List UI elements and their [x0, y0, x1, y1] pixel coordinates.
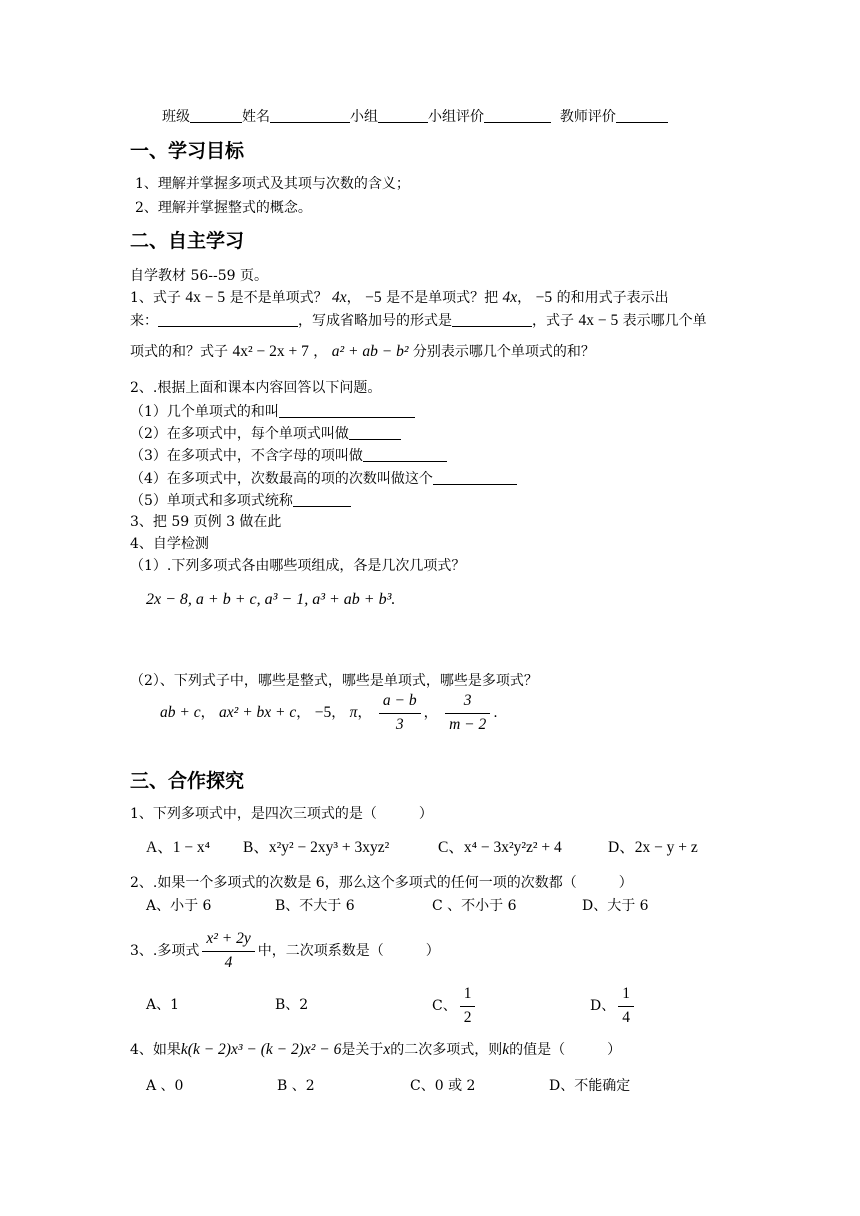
q2-item: [130, 492, 351, 510]
numerator: 1: [618, 985, 634, 1007]
s3-q4-stem: [130, 1041, 621, 1060]
class-label: 班级: [162, 109, 190, 125]
teacher-eval-blank[interactable]: [616, 108, 668, 123]
math-expr: 4x² − 2x + 7: [232, 343, 309, 360]
math-expr: −5: [535, 289, 553, 306]
s3-q4-option-a[interactable]: A 、0: [146, 1078, 184, 1094]
class-blank[interactable]: [190, 108, 242, 123]
numerator: x² + 2y: [202, 930, 254, 952]
q3-text: 中，二次项系数是（ ）: [257, 943, 440, 960]
section3-title: 三、合作探究: [130, 770, 245, 792]
q4-sub2: （2）、下列式子中，哪些是整式，哪些是单项式，哪些是多项式？: [130, 673, 538, 689]
math-expr: ab + c: [160, 704, 201, 722]
q1-text: 1、式子: [130, 290, 181, 306]
s3-q4-option-b[interactable]: B 、2: [277, 1078, 315, 1094]
s3-q1-option-d[interactable]: D、2x − y + z: [608, 839, 698, 856]
fraction: [202, 930, 254, 972]
denominator: 4: [224, 953, 233, 971]
group-eval-blank[interactable]: [484, 108, 551, 123]
s3-q1-stem: 1、下列多项式中，是四次三项式的是（ ）: [130, 806, 433, 822]
fraction: [445, 692, 490, 734]
s3-q2-option-c[interactable]: C 、不小于 6: [432, 898, 517, 914]
s3-q3-option-b[interactable]: B、2: [275, 997, 309, 1013]
s3-q1-option-c[interactable]: C、x⁴ − 3x²y²z² + 4: [438, 839, 562, 856]
s3-q3-stem: [130, 930, 440, 972]
numerator: 3: [445, 692, 490, 714]
answer-blank[interactable]: [363, 447, 447, 462]
math-expr: −5: [365, 289, 382, 306]
separator: ，: [200, 705, 215, 722]
option-label: D、: [590, 998, 616, 1015]
fraction: [618, 985, 634, 1027]
option-label: C、: [432, 998, 457, 1015]
q4-text: 是关于: [341, 1042, 384, 1058]
separator: .: [493, 705, 498, 722]
q1-text: 分别表示哪几个单项式的和？: [412, 344, 595, 360]
answer-blank[interactable]: [279, 403, 415, 418]
fraction: [460, 985, 476, 1027]
s3-q3-option-d[interactable]: [590, 985, 637, 1027]
s3-q4-option-c[interactable]: C、0 或 2: [410, 1078, 476, 1094]
q4-expr1: 2x − 8, a + b + c, a³ − 1, a³ + ab + b³.: [146, 591, 396, 608]
q1-text: ，: [346, 290, 361, 306]
q4-expr2: [160, 692, 498, 734]
q1-text: ，写成省略加号的形式是: [298, 313, 452, 329]
q2-item: [130, 447, 447, 465]
q3-text: 3、.多项式: [130, 943, 200, 960]
section2-intro: 自学教材 56--59 页。: [130, 268, 268, 284]
math-expr: 4x − 5: [185, 289, 226, 306]
q2-title: 2、.根据上面和课本内容回答以下问题。: [130, 380, 382, 396]
math-expr: 4x: [332, 289, 347, 306]
s3-q2-stem: 2、.如果一个多项式的次数是 6，那么这个多项式的任何一项的次数都（ ）: [130, 875, 633, 891]
math-expr: −5: [314, 704, 332, 722]
s3-q2-option-b[interactable]: B、不大于 6: [275, 898, 355, 914]
answer-blank[interactable]: [349, 425, 401, 440]
numerator: 1: [460, 985, 476, 1007]
q2-item-text: （4）在多项式中，次数最高的项的次数叫做这个: [130, 471, 433, 487]
q1-line2: [130, 312, 707, 331]
math-expr: k(k − 2)x³ − (k − 2)x² − 6: [180, 1041, 342, 1058]
group-label: 小组: [350, 109, 378, 125]
q2-item-text: （3）在多项式中，不含字母的项叫做: [130, 448, 363, 464]
q1-text: ，式子: [532, 313, 574, 329]
separator: ，: [331, 705, 346, 722]
q4-text: 的二次多项式，则: [390, 1042, 503, 1058]
q1-text: 来：: [130, 313, 158, 329]
q2-item: [130, 403, 415, 421]
denominator: 2: [463, 1008, 472, 1026]
s3-q2-option-a[interactable]: A、小于 6: [146, 898, 212, 914]
q4-text: 4、如果: [130, 1042, 181, 1058]
math-expr: ax² + bx + c: [219, 704, 297, 722]
q1-text: 是不是单项式？把: [386, 290, 499, 306]
q2-item-text: （5）单项式和多项式统称: [130, 493, 293, 509]
fraction: [379, 692, 421, 734]
answer-blank[interactable]: [293, 492, 351, 507]
q3-text: 3、把 59 页例 3 做在此: [130, 514, 282, 530]
math-expr: 4x: [502, 289, 518, 306]
separator: ，: [423, 705, 438, 722]
s3-q3-option-a[interactable]: A、1: [146, 997, 180, 1013]
q1-text: ，: [313, 344, 328, 360]
q2-item-text: （2）在多项式中，每个单项式叫做: [130, 426, 349, 442]
q1-text: 表示哪几个单: [622, 313, 707, 329]
q1-text: 的和用式子表示出: [556, 290, 669, 306]
numerator: a − b: [379, 692, 421, 714]
group-eval-label: 小组评价: [428, 109, 484, 125]
q2-item-text: （1）几个单项式的和叫: [130, 404, 279, 420]
q1-line1: [130, 289, 669, 308]
section1-item: 1、理解并掌握多项式及其项与次数的含义；: [135, 176, 410, 192]
math-expr: k: [502, 1041, 510, 1058]
header-line: [162, 108, 668, 126]
q1-text: 是不是单项式？: [229, 290, 328, 306]
teacher-eval-label: 教师评价: [559, 109, 616, 125]
math-expr: x: [383, 1041, 391, 1058]
q1-text: 项式的和？式子: [130, 344, 228, 360]
name-blank[interactable]: [270, 108, 350, 123]
q4-sub1: （1）.下列多项式各由哪些项组成，各是几次几项式？: [130, 558, 466, 574]
separator: ，: [357, 705, 372, 722]
q1-text: ，: [517, 290, 532, 306]
s3-q2-option-d[interactable]: D、大于 6: [582, 898, 649, 914]
answer-blank[interactable]: [433, 470, 517, 485]
separator: ，: [296, 705, 311, 722]
section1-title: 一、学习目标: [130, 140, 245, 162]
q2-item: [130, 470, 517, 488]
q1-line3: [130, 343, 595, 362]
section1-item: 2、理解并掌握整式的概念。: [135, 200, 312, 216]
q4-title: 4、自学检测: [130, 536, 209, 552]
name-label: 姓名: [242, 109, 270, 125]
math-expr: a² + ab − b²: [331, 343, 409, 360]
section2-title: 二、自主学习: [130, 230, 245, 252]
s3-q3-option-c[interactable]: [432, 985, 478, 1027]
denominator: 4: [622, 1008, 630, 1026]
answer-blank[interactable]: [158, 312, 298, 327]
s3-q1-option-a[interactable]: A、1 − x⁴: [146, 839, 211, 856]
group-blank[interactable]: [378, 108, 428, 123]
math-expr: π: [349, 704, 358, 722]
denominator: 3: [395, 715, 404, 733]
denominator: m − 2: [449, 715, 487, 733]
q4-text: 的值是（ ）: [509, 1042, 622, 1058]
q2-item: [130, 425, 401, 443]
s3-q1-option-b[interactable]: B、x²y² − 2xy³ + 3xyz²: [243, 839, 390, 856]
s3-q4-option-d[interactable]: D、不能确定: [549, 1078, 631, 1094]
answer-blank[interactable]: [452, 312, 532, 327]
math-expr: 4x − 5: [578, 312, 619, 329]
